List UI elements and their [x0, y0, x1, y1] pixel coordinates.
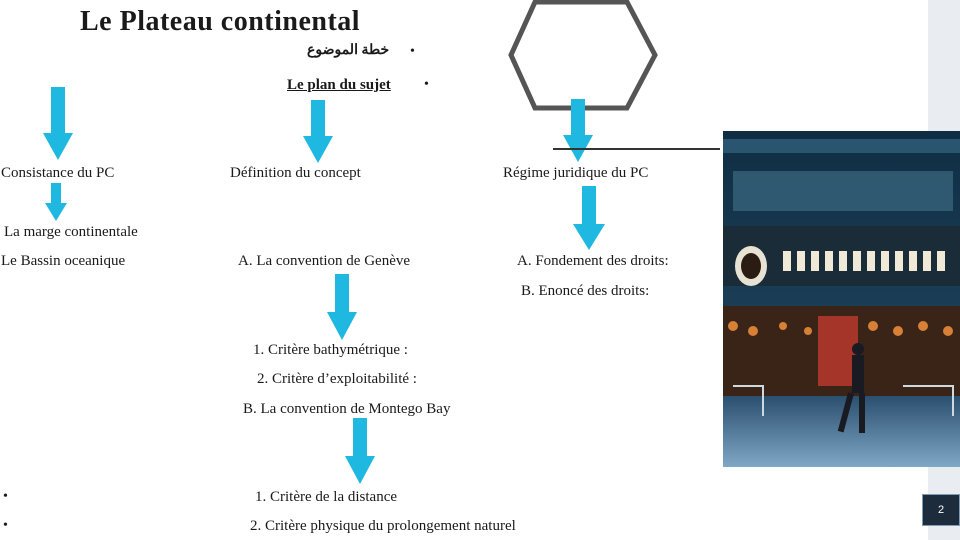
- heading-regime: Régime juridique du PC: [503, 165, 649, 181]
- critere-exploitabilite: 2. Critère d’exploitabilité :: [257, 371, 417, 387]
- down-arrow-icon: [563, 99, 593, 162]
- down-arrow-icon: [43, 87, 73, 160]
- enonce-droits: B. Enoncé des droits:: [521, 283, 650, 299]
- marge-continentale: La marge continentale: [4, 224, 138, 240]
- down-arrow-icon: [45, 183, 67, 221]
- heading-consistance: Consistance du PC: [1, 165, 115, 181]
- fondement-droits: A. Fondement des droits:: [517, 253, 669, 269]
- critere-physique: 2. Critère physique du prolongement naturel: [250, 518, 516, 534]
- down-arrow-icon: [573, 186, 605, 250]
- divider-line: [553, 148, 720, 150]
- bullet: •: [410, 44, 415, 59]
- critere-bathymetrique: 1. Critère bathymétrique :: [253, 342, 408, 358]
- bullet: •: [3, 489, 8, 504]
- arabic-plan-label: خطة الموضوع: [307, 43, 390, 58]
- down-arrow-icon: [327, 274, 357, 340]
- hexagon-outline: [505, 0, 665, 115]
- convention-montego-bay: B. La convention de Montego Bay: [243, 401, 451, 417]
- down-arrow-icon: [303, 100, 333, 163]
- convention-geneve: A. La convention de Genève: [238, 253, 411, 269]
- bullet: •: [3, 518, 8, 533]
- slide-title: Le Plateau continental: [80, 6, 361, 37]
- bassin-oceanique: Le Bassin oceanique: [1, 253, 126, 269]
- plan-label: Le plan du sujet: [287, 77, 391, 93]
- bullet: •: [424, 77, 429, 92]
- night-street-photo: [723, 131, 960, 467]
- critere-distance: 1. Critère de la distance: [255, 489, 398, 505]
- down-arrow-icon: [345, 418, 375, 484]
- heading-definition: Définition du concept: [230, 165, 361, 181]
- page-number: 2: [922, 494, 960, 526]
